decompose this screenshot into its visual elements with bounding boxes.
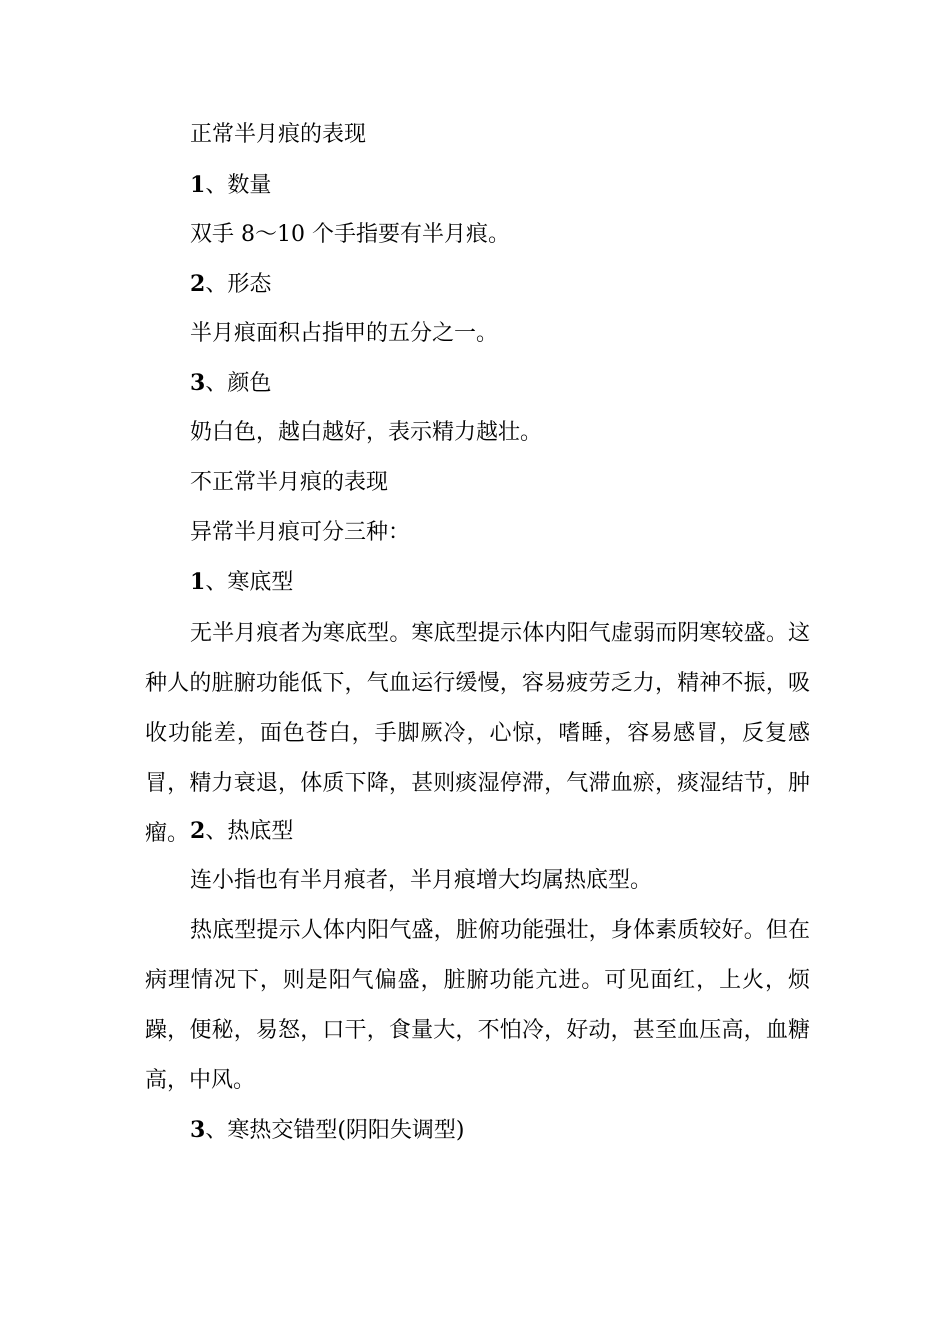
heading-normal: 正常半月痕的表现	[190, 122, 367, 147]
section-quantity-heading	[190, 170, 271, 201]
section-number: 2	[190, 818, 206, 844]
abnormal-intro: 异常半月痕可分三种：	[190, 520, 411, 545]
section-color-text: 奶白色，越白越好，表示精力越壮。	[190, 420, 543, 445]
section-title: 、寒热交错型(阴阳失调型)	[205, 1118, 465, 1143]
section-number: 3	[190, 370, 206, 396]
section-quantity-text: 双手 8～10 个手指要有半月痕。	[190, 222, 510, 247]
section-number: 2	[190, 271, 206, 297]
section-title: 、寒底型	[205, 570, 294, 595]
section-title: 、热底型	[205, 819, 294, 844]
section-shape-text: 半月痕面积占指甲的五分之一。	[190, 321, 499, 346]
section-title: 、颜色	[205, 371, 272, 396]
section-shape-heading	[190, 269, 271, 300]
type-mixed-heading	[190, 1115, 464, 1146]
type-hot-heading	[190, 816, 293, 847]
section-title: 、数量	[205, 173, 272, 198]
type-hot-text-1: 连小指也有半月痕者，半月痕增大均属热底型。	[190, 868, 653, 893]
type-cold-paragraph: 无半月痕者为寒底型。寒底型提示体内阳气虚弱而阴寒较盛。这种人的脏腑功能低下，气血运行缓慢，容易疲劳乏力，精神不振，吸收功能差，面色苍白，手脚厥冷，心惊，嗜睡，容易感冒，反复感冒，精力衰退，体质下降，甚则痰湿停滞，气滞血瘀，痰湿结节，肿瘤。	[145, 621, 810, 846]
type-hot-paragraph: 热底型提示人体内阳气盛，脏俯功能强壮，身体素质较好。但在病理情况下，则是阳气偏盛，脏腑功能亢进。可见面红，上火，烦躁，便秘，易怒，口干，食量大，不怕冷，好动，甚至血压高，血糖高，中风。	[145, 918, 810, 1093]
type-cold-heading	[190, 567, 293, 598]
section-number: 1	[190, 172, 206, 198]
heading-abnormal: 不正常半月痕的表现	[190, 470, 389, 495]
section-title: 、形态	[205, 272, 272, 297]
section-number: 1	[190, 569, 206, 595]
section-color-heading	[190, 368, 271, 399]
section-number: 3	[190, 1117, 206, 1143]
